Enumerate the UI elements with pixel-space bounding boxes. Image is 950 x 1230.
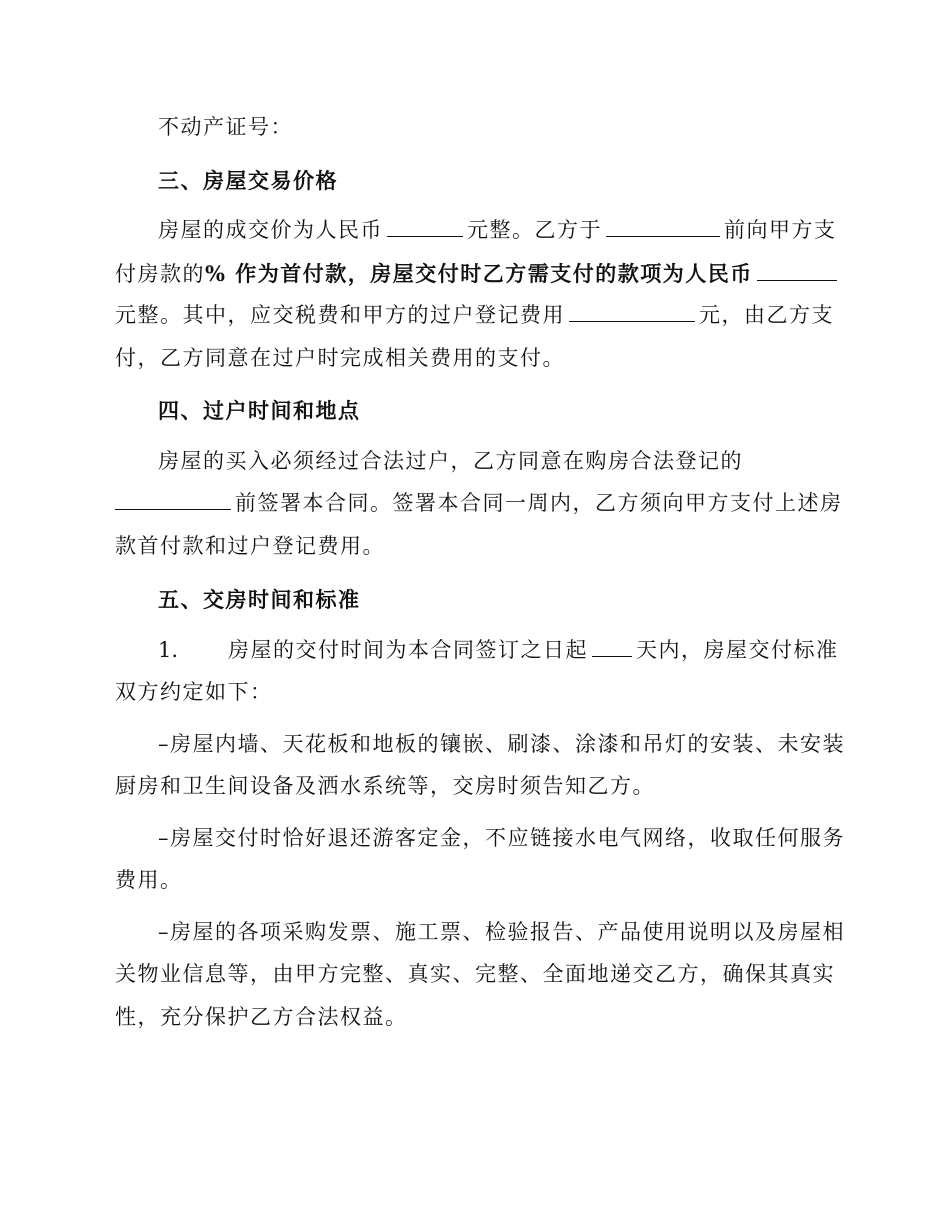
section-3-heading: 三、房屋交易价格 bbox=[158, 168, 338, 193]
section-4-paragraph-line-3: 款首付款和过户登记费用。 bbox=[115, 534, 385, 558]
text-segment: 付房款的 bbox=[115, 262, 205, 286]
bullet-3-line-2: 关物业信息等，由甲方完整、真实、完整、全面地递交乙方，确保其真实 bbox=[115, 962, 835, 986]
section-5-item-1-line-2: 双方约定如下： bbox=[115, 680, 273, 704]
days-blank bbox=[592, 636, 632, 657]
bullet-3-line-3: 性，充分保护乙方合法权益。 bbox=[115, 1005, 408, 1029]
section-3-paragraph-line-4: 付，乙方同意在过户时完成相关费用的支付。 bbox=[115, 346, 565, 370]
section-4-paragraph-line-1: 房屋的买入必须经过合法过户，乙方同意在购房合法登记的 bbox=[158, 449, 743, 473]
text-segment: 天内，房屋交付标准 bbox=[636, 638, 839, 662]
section-4-heading: 四、过户时间和地点 bbox=[158, 398, 361, 423]
text-segment: 元，由乙方支 bbox=[699, 303, 834, 327]
section-3-paragraph-line-2 bbox=[115, 259, 835, 289]
bullet-2-line-2: 费用。 bbox=[115, 868, 183, 892]
section-3-paragraph-line-3 bbox=[115, 301, 835, 330]
section-3-paragraph-line-1 bbox=[158, 216, 878, 245]
bullet-3-line-1: –房屋的各项采购发票、施工票、检验报告、产品使用说明以及房屋相 bbox=[158, 920, 845, 944]
section-5-heading: 五、交房时间和标准 bbox=[158, 587, 361, 612]
registration-date-blank bbox=[115, 489, 231, 510]
bullet-1-line-1: –房屋内墙、天花板和地板的镶嵌、刷漆、涂漆和吊灯的安装、未安装 bbox=[158, 732, 845, 756]
text-segment: 前向甲方支 bbox=[724, 218, 837, 242]
section-5-item-1-line-1 bbox=[158, 636, 878, 665]
bullet-2-line-1: –房屋交付时恰好退还游客定金，不应链接水电气网络，收取任何服务 bbox=[158, 826, 845, 850]
bullet-1-line-2: 厨房和卫生间设备及洒水系统等，交房时须告知乙方。 bbox=[115, 774, 655, 798]
price-blank bbox=[387, 216, 463, 237]
certificate-number-label: 不动产证号： bbox=[158, 115, 293, 139]
text-segment: 前签署本合同。签署本合同一周内，乙方须向甲方支付上述房 bbox=[235, 491, 843, 515]
fee-blank bbox=[569, 301, 695, 322]
item-number: 1. bbox=[158, 638, 179, 662]
text-segment: 元整。其中，应交税费和甲方的过户登记费用 bbox=[115, 303, 565, 327]
payment-blank bbox=[757, 260, 837, 281]
bold-text-segment: % 作为首付款，房屋交付时乙方需支付的款项为人民币 bbox=[205, 261, 753, 286]
date-blank bbox=[606, 216, 720, 237]
section-4-paragraph-line-2 bbox=[115, 489, 843, 518]
text-segment: 元整。乙方于 bbox=[467, 218, 602, 242]
text-segment: 房屋的交付时间为本合同签订之日起 bbox=[228, 638, 588, 662]
text-segment: 房屋的成交价为人民币 bbox=[158, 218, 383, 242]
